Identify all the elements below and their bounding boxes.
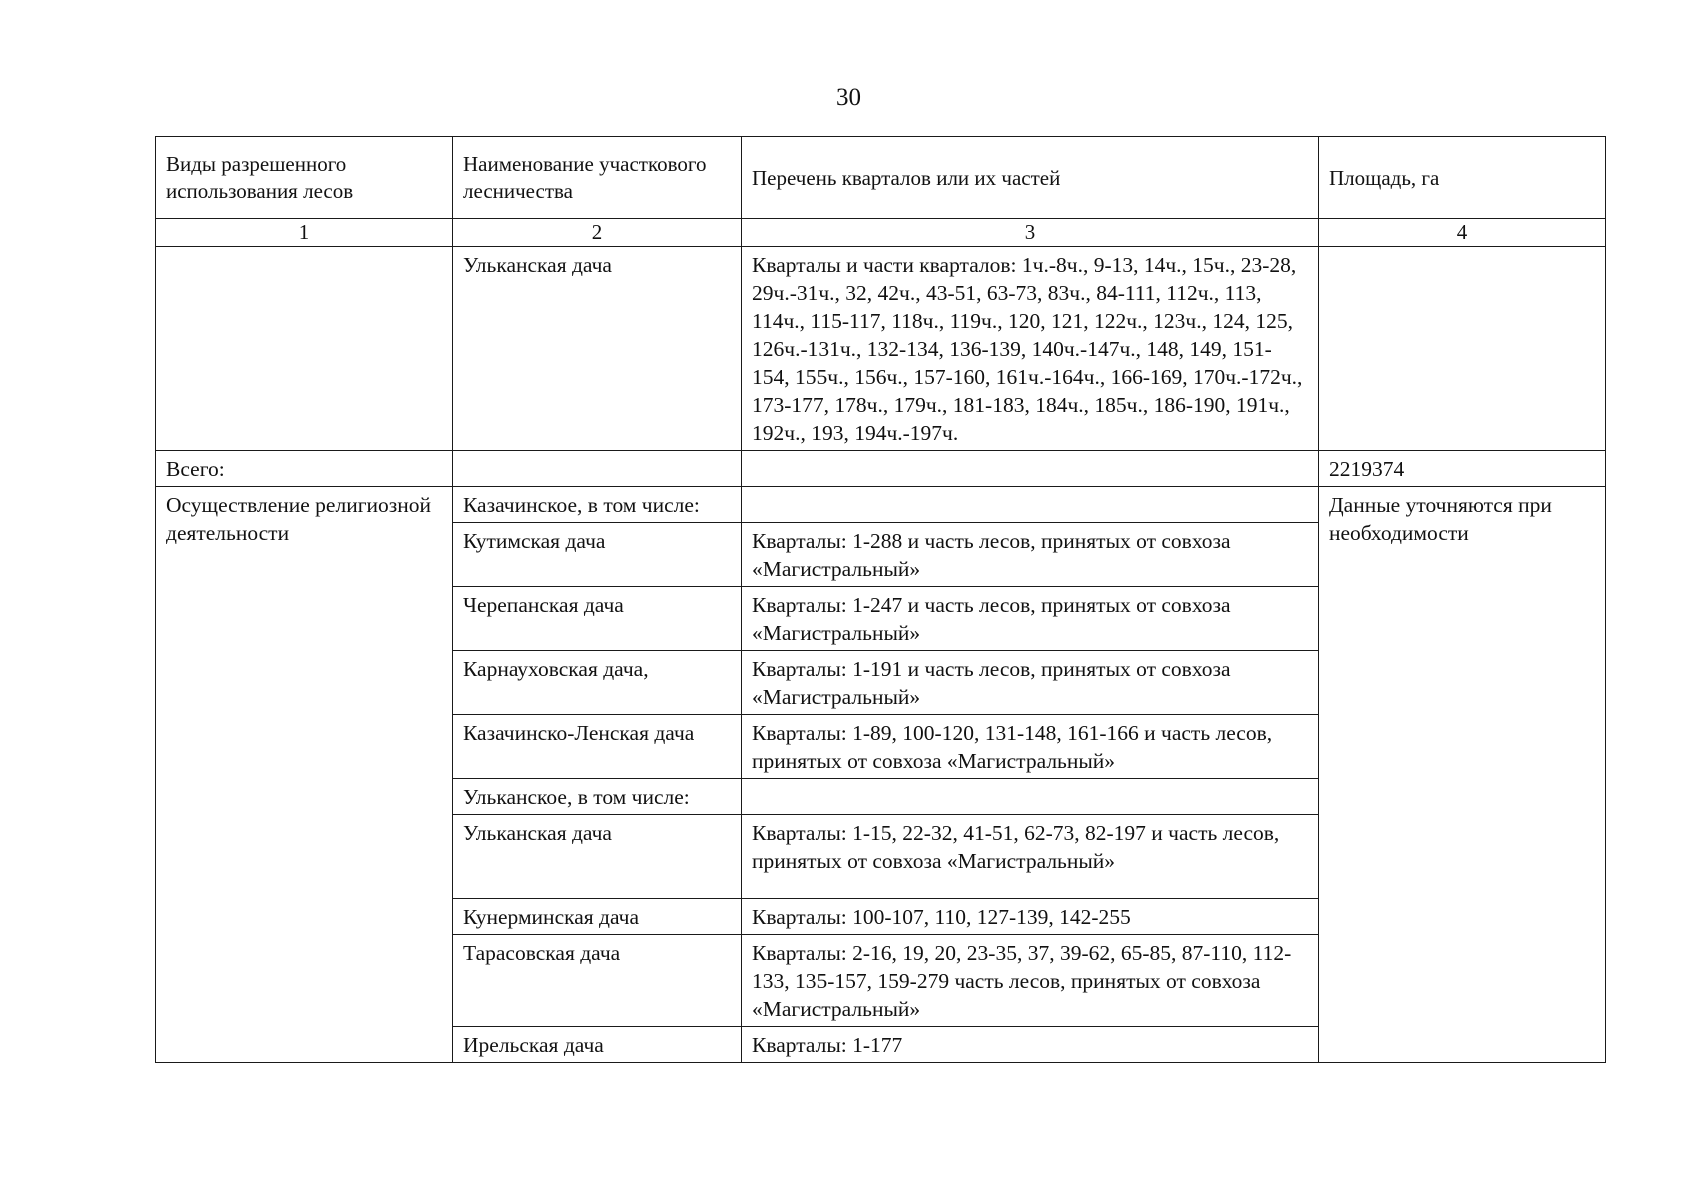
total-label: Всего:	[156, 451, 453, 487]
use-type-cell	[156, 247, 453, 451]
forestry-name-cell: Ирельская дача	[453, 1027, 742, 1063]
quarters-cell: Кварталы: 1-191 и часть лесов, принятых от совхоза «Магистральный»	[742, 651, 1319, 715]
header-forestry-name: Наименование участкового лесничества	[453, 137, 742, 219]
religious-use-type: Осуществление религиозной деятельности	[156, 487, 453, 1063]
total-area-value: 2219374	[1319, 451, 1606, 487]
forestry-name-cell: Кунерминская дача	[453, 899, 742, 935]
forest-use-table	[155, 136, 1606, 1063]
quarters-cell: Кварталы: 2-16, 19, 20, 23-35, 37, 39-62, 65-85, 87-110, 112-133, 135-157, 159-279 часть лесов, принятых от совхоза «Магистральный»	[742, 935, 1319, 1027]
column-number: 1	[156, 219, 453, 247]
area-cell	[1319, 247, 1606, 451]
quarters-cell: Кварталы: 1-177	[742, 1027, 1319, 1063]
quarters-cell: Кварталы: 1-247 и часть лесов, принятых от совхоза «Магистральный»	[742, 587, 1319, 651]
quarters-cell: Кварталы: 1-288 и часть лесов, принятых от совхоза «Магистральный»	[742, 523, 1319, 587]
column-number-row	[156, 219, 1606, 247]
header-row	[156, 137, 1606, 219]
header-use-type: Виды разрешенного использования лесов	[156, 137, 453, 219]
forestry-name-cell: Черепанская дача	[453, 587, 742, 651]
column-number: 2	[453, 219, 742, 247]
column-number: 3	[742, 219, 1319, 247]
forestry-name-cell: Карнауховская дача,	[453, 651, 742, 715]
forestry-name-cell: Ульканское, в том числе:	[453, 779, 742, 815]
forestry-name-cell: Тарасовская дача	[453, 935, 742, 1027]
quarters-cell	[742, 451, 1319, 487]
page-number: 30	[836, 84, 861, 111]
quarters-cell: Кварталы: 1-89, 100-120, 131-148, 161-166 и часть лесов, принятых от совхоза «Магистральный»	[742, 715, 1319, 779]
religious-area-note: Данные уточняются при необходимости	[1319, 487, 1606, 1063]
forestry-name-cell: Кутимская дача	[453, 523, 742, 587]
quarters-cell	[742, 487, 1319, 523]
quarters-cell	[742, 779, 1319, 815]
quarters-cell: Кварталы: 1-15, 22-32, 41-51, 62-73, 82-197 и часть лесов, принятых от совхоза «Магистральный»	[742, 815, 1319, 899]
total-row	[156, 451, 1606, 487]
quarters-cell: Кварталы: 100-107, 110, 127-139, 142-255	[742, 899, 1319, 935]
forestry-name-cell	[453, 451, 742, 487]
forestry-name-cell: Ульканская дача	[453, 815, 742, 899]
forestry-name-cell: Казачинско-Ленская дача	[453, 715, 742, 779]
header-quarters-list: Перечень кварталов или их частей	[742, 137, 1319, 219]
header-area: Площадь, га	[1319, 137, 1606, 219]
table-row	[156, 487, 1606, 523]
forestry-name-cell: Казачинское, в том числе:	[453, 487, 742, 523]
forestry-name-cell: Ульканская дача	[453, 247, 742, 451]
table-row	[156, 247, 1606, 451]
column-number: 4	[1319, 219, 1606, 247]
quarters-cell: Кварталы и части кварталов: 1ч.-8ч., 9-13, 14ч., 15ч., 23-28, 29ч.-31ч., 32, 42ч., 43-51, 63-73, 83ч., 84-111, 112ч., 113, 114ч., 115-117, 118ч., 119ч., 120, 121, 122ч., 123ч., 124, 125, 126ч.-131ч., 132-134, 136-139, 140ч.-147ч., 148, 149, 151-154, 155ч., 156ч., 157-160, 161ч.-164ч., 166-169, 170ч.-172ч., 173-177, 178ч., 179ч., 181-183, 184ч., 185ч., 186-190, 191ч., 192ч., 193, 194ч.-197ч.	[742, 247, 1319, 451]
